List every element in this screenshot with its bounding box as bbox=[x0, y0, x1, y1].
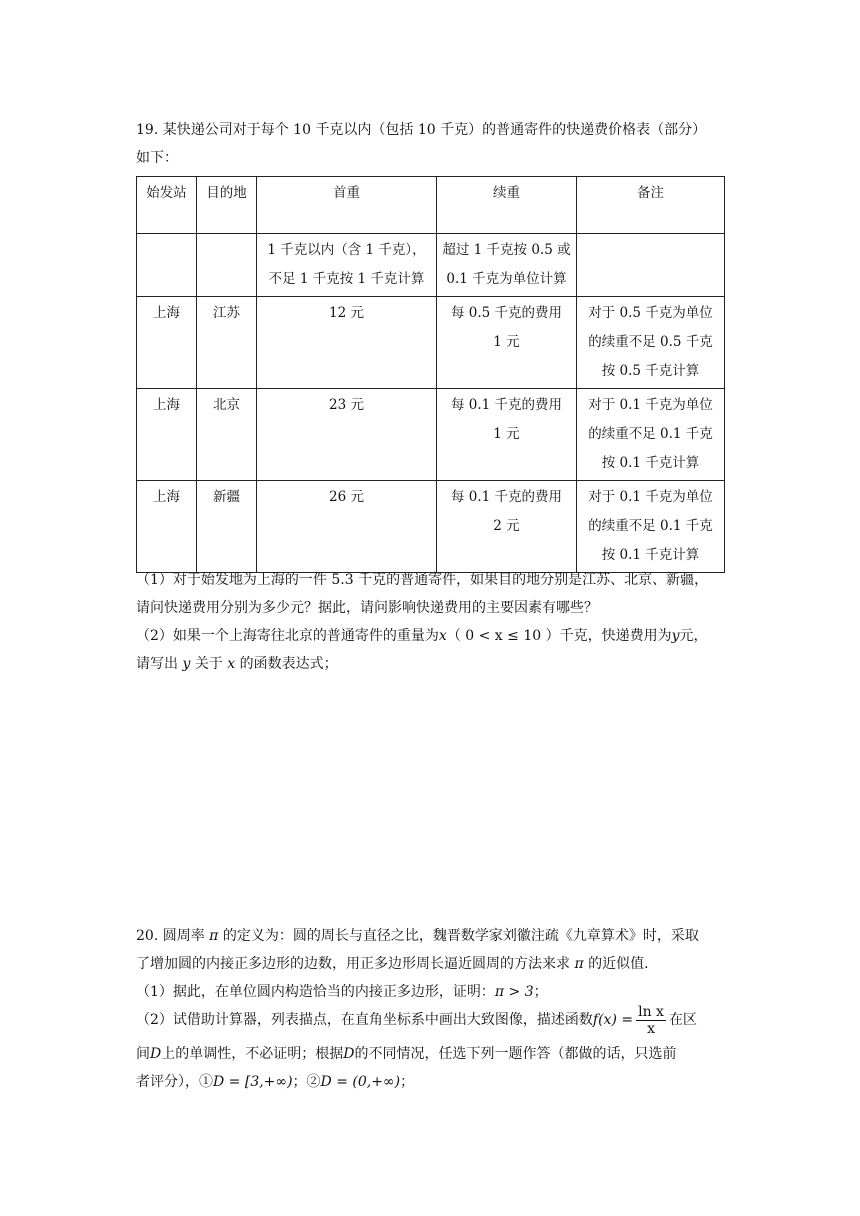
q20-option-sep: ；② bbox=[292, 1074, 321, 1090]
row-extra-line1: 每 0.5 千克的费用 bbox=[450, 305, 563, 321]
q20-option1: D = [3,+∞) bbox=[213, 1074, 293, 1090]
table-note-row bbox=[137, 234, 725, 297]
row-extra-line1: 每 0.1 千克的费用 bbox=[450, 489, 563, 505]
q20-intro-line1 bbox=[136, 922, 699, 950]
q19-part2-line1 bbox=[136, 622, 708, 650]
q20-pi: π bbox=[209, 928, 219, 944]
row-destination: 北京 bbox=[197, 389, 257, 481]
row-extra-line1: 每 0.1 千克的费用 bbox=[450, 397, 563, 413]
row-extra-line2: 2 元 bbox=[493, 518, 520, 534]
row-remark-line1: 对于 0.1 千克为单位 bbox=[588, 489, 713, 505]
q19-part2-line2-a: 请写出 bbox=[136, 656, 178, 672]
header-origin: 始发站 bbox=[137, 177, 197, 234]
table-row bbox=[137, 481, 725, 573]
q19-var-x: x bbox=[438, 628, 447, 644]
row-remark-line2: 的续重不足 0.1 千克 bbox=[588, 518, 713, 534]
header-destination: 目的地 bbox=[197, 177, 257, 234]
row-remark-line2: 的续重不足 0.1 千克 bbox=[588, 426, 713, 442]
row-remark bbox=[577, 297, 725, 389]
row-origin: 上海 bbox=[137, 297, 197, 389]
q20-part2-line3-end: ； bbox=[400, 1074, 415, 1090]
header-remark: 备注 bbox=[577, 177, 725, 234]
row-first-weight: 12 元 bbox=[257, 297, 437, 389]
row-remark-line3: 按 0.5 千克计算 bbox=[601, 363, 700, 379]
row-origin: 上海 bbox=[137, 389, 197, 481]
q20-part2-text-a: （2）试借助计算器，列表描点，在直角坐标系中画出大致图像，描述函数 bbox=[136, 1012, 593, 1028]
q19-intro-line1 bbox=[136, 116, 706, 144]
q20-intro-line2 bbox=[136, 950, 649, 978]
q20-part1-end: ； bbox=[533, 984, 548, 1000]
q20-fraction-numerator: ln x bbox=[638, 1003, 664, 1020]
note-first-line2: 不足 1 千克按 1 千克计算 bbox=[268, 271, 425, 287]
price-table bbox=[136, 176, 725, 573]
q19-part2-text-b: 千克，快递费用为 bbox=[559, 628, 672, 644]
q20-part1-ineq: π > 3 bbox=[494, 984, 534, 1000]
q20-part2-line2-b: 上的单调性，不必证明；根据 bbox=[161, 1046, 344, 1062]
q20-intro-b: 的定义为：圆的周长与直径之比，魏晋数学家刘徽注疏《九章算术》时，采取 bbox=[222, 928, 699, 944]
q20-part2-line2-a: 间 bbox=[136, 1046, 150, 1062]
q20-part2-line1 bbox=[136, 1000, 697, 1040]
q20-part2-line3 bbox=[136, 1068, 414, 1096]
q20-option2: D = (0,+∞) bbox=[320, 1074, 401, 1090]
q20-part2-line2-c: 的不同情况，任选下列一题作答（都做的话，只选前 bbox=[354, 1046, 677, 1062]
q19-part2-text-c: 元， bbox=[679, 628, 708, 644]
row-extra-line2: 1 元 bbox=[493, 426, 520, 442]
row-first-weight: 23 元 bbox=[257, 389, 437, 481]
note-extra-weight bbox=[437, 234, 577, 297]
note-extra-line1: 超过 1 千克按 0.5 或 bbox=[442, 242, 571, 258]
q20-intro-line2-a: 了增加圆的内接正多边形的边数，用正多边形周长逼近圆周的方法来求 bbox=[136, 956, 570, 972]
row-remark bbox=[577, 389, 725, 481]
table-header-row bbox=[137, 177, 725, 234]
note-extra-line2: 0.1 千克为单位计算 bbox=[446, 271, 567, 287]
table-row bbox=[137, 297, 725, 389]
row-remark-line2: 的续重不足 0.5 千克 bbox=[588, 334, 713, 350]
q20-part1-text: （1）据此，在单位圆内构造恰当的内接正多边形，证明： bbox=[136, 984, 495, 1000]
row-remark-line1: 对于 0.1 千克为单位 bbox=[588, 397, 713, 413]
q20-pi-2: π bbox=[574, 956, 584, 972]
q19-part2-line2 bbox=[136, 650, 338, 678]
note-destination bbox=[197, 234, 257, 297]
q19-part2-range: （ 0 < x ≤ 10 ） bbox=[446, 628, 560, 644]
note-first-line1: 1 千克以内（含 1 千克）， bbox=[267, 242, 426, 258]
row-extra-weight bbox=[437, 481, 577, 573]
row-remark-line3: 按 0.1 千克计算 bbox=[601, 455, 700, 471]
q20-intro-a: 20. 圆周率 bbox=[136, 928, 205, 944]
q20-fx: f(x) = bbox=[592, 1012, 634, 1028]
header-first-weight: 首重 bbox=[257, 177, 437, 234]
q19-part2-line2-b: 关于 bbox=[194, 656, 223, 672]
row-remark-line1: 对于 0.5 千克为单位 bbox=[588, 305, 713, 321]
q20-part2-line3-a: 者评分），① bbox=[136, 1074, 213, 1090]
q19-intro-text: 某快递公司对于每个 10 千克以内（包括 10 千克）的普通寄件的快递费价格表（部分） bbox=[162, 122, 707, 138]
q19-intro-line2: 如下： bbox=[136, 150, 178, 166]
q20-part2-line2 bbox=[136, 1040, 676, 1068]
note-origin bbox=[137, 234, 197, 297]
q20-var-D: D bbox=[150, 1046, 162, 1062]
table-row bbox=[137, 389, 725, 481]
row-destination: 江苏 bbox=[197, 297, 257, 389]
row-extra-line2: 1 元 bbox=[493, 334, 520, 350]
row-remark-line3: 按 0.1 千克计算 bbox=[601, 547, 700, 563]
q19-part2-line2-c: 的函数表达式； bbox=[239, 656, 338, 672]
row-destination: 新疆 bbox=[197, 481, 257, 573]
q20-part2-text-b: 在区 bbox=[668, 1012, 697, 1028]
q20-fraction-denominator: x bbox=[647, 1020, 655, 1037]
header-extra-weight: 续重 bbox=[437, 177, 577, 234]
row-extra-weight bbox=[437, 297, 577, 389]
q19-var-y-2: y bbox=[182, 656, 191, 672]
q19-var-y: y bbox=[671, 628, 680, 644]
row-extra-weight bbox=[437, 389, 577, 481]
q20-fraction bbox=[636, 1004, 666, 1037]
q19-part1-line2: 请问快递费用分别为多少元？据此，请问影响快递费用的主要因素有哪些？ bbox=[136, 600, 598, 616]
row-origin: 上海 bbox=[137, 481, 197, 573]
note-first-weight bbox=[257, 234, 437, 297]
q19-number: 19. bbox=[136, 122, 159, 138]
row-remark bbox=[577, 481, 725, 573]
q20-var-D-2: D bbox=[343, 1046, 355, 1062]
q19-part2-text-a: （2）如果一个上海寄往北京的普通寄件的重量为 bbox=[136, 628, 439, 644]
row-first-weight: 26 元 bbox=[257, 481, 437, 573]
q19-var-x-2: x bbox=[227, 656, 236, 672]
q20-intro-line2-b: 的近似值. bbox=[588, 956, 649, 972]
note-remark bbox=[577, 234, 725, 297]
q19-part1-line1: （1）对于始发地为上海的一件 5.3 千克的普通寄件，如果目的地分别是江苏、北京、新疆， bbox=[136, 572, 709, 588]
